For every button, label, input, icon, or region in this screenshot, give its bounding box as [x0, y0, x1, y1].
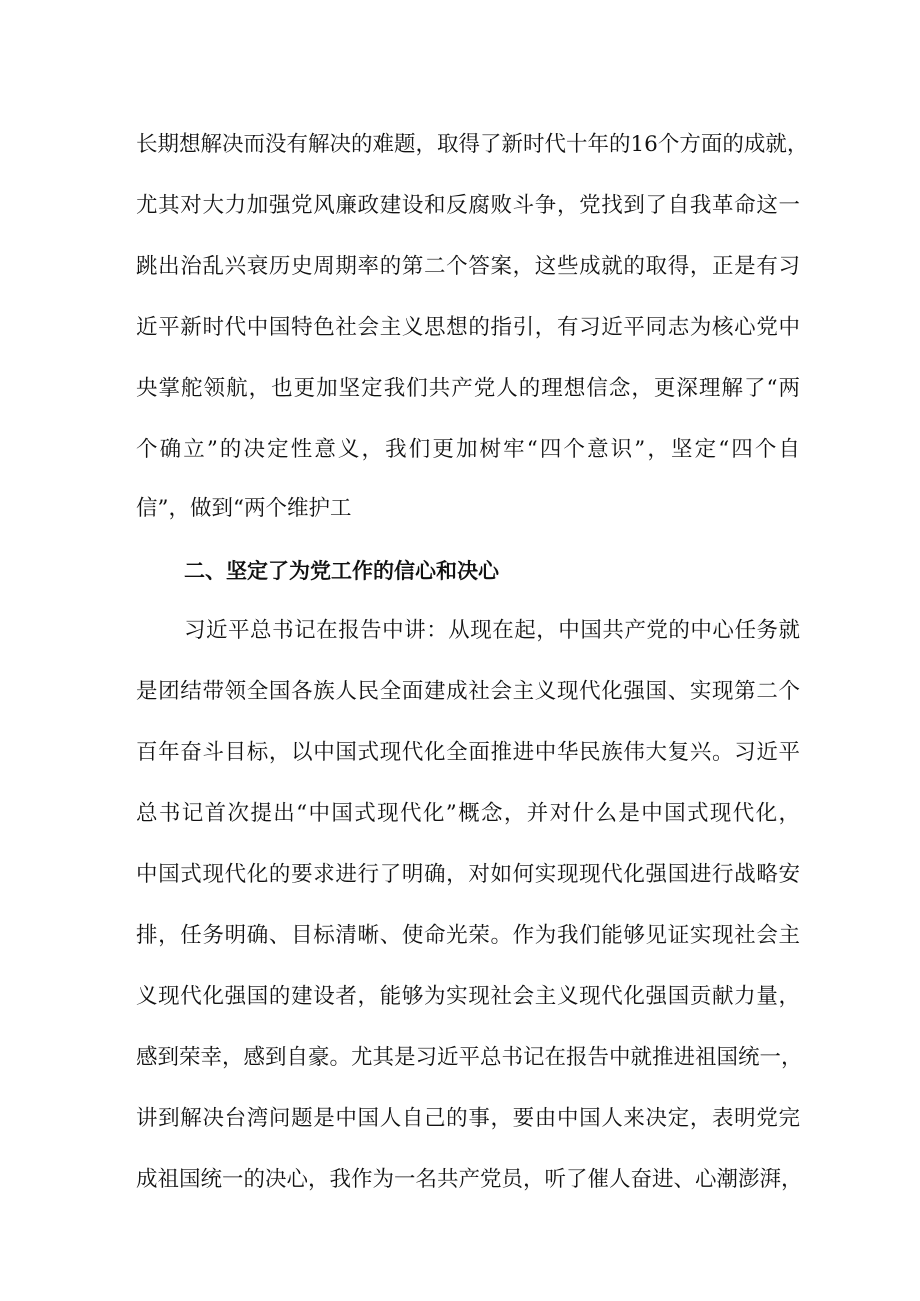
paragraph-1-line-2: 尤其对大力加强党风廉政建设和反腐败斗争，党找到了自我革命这一 — [136, 193, 800, 218]
paragraph-2-line-2: 是团结带领全国各族人民全面建成社会主义现代化强国、实现第二个 — [136, 679, 800, 704]
paragraph-2-line-5: 中国式现代化的要求进行了明确，对如何实现现代化强国进行战略安 — [136, 862, 800, 887]
paragraph-2-line-7: 义现代化强国的建设者，能够为实现社会主义现代化强国贡献力量， — [136, 984, 800, 1009]
paragraph-1-line-6: 个确立”的决定性意义，我们更加树牢“四个意识”，坚定“四个自 — [136, 437, 800, 462]
paragraph-2-line-9: 讲到解决台湾问题是中国人自己的事，要由中国人来决定，表明党完 — [136, 1106, 800, 1131]
paragraph-2-line-8: 感到荣幸，感到自豪。尤其是习近平总书记在报告中就推进祖国统一， — [136, 1045, 803, 1070]
paragraph-1-line-7: 信”，做到“两个维护工 — [136, 496, 352, 521]
paragraph-2-line-6: 排，任务明确、目标清晰、使命光荣。作为我们能够见证实现社会主 — [136, 923, 800, 948]
paragraph-2-line-10: 成祖国统一的决心，我作为一名共产党员，听了催人奋进、心潮澎湃， — [136, 1167, 803, 1192]
paragraph-2-line-4: 总书记首次提出“中国式现代化”概念，并对什么是中国式现代化， — [136, 801, 800, 826]
paragraph-1-line-4: 近平新时代中国特色社会主义思想的指引，有习近平同志为核心党中 — [136, 315, 800, 340]
paragraph-1-line-3: 跳出治乱兴衰历史周期率的第二个答案，这些成就的取得，正是有习 — [136, 254, 800, 279]
paragraph-2-line-3: 百年奋斗目标，以中国式现代化全面推进中华民族伟大复兴。习近平 — [136, 740, 800, 765]
paragraph-1-line-1: 长期想解决而没有解决的难题，取得了新时代十年的16个方面的成就， — [136, 132, 809, 157]
section-heading-2: 二、坚定了为党工作的信心和决心 — [184, 559, 499, 583]
paragraph-1-line-5: 央掌舵领航，也更加坚定我们共产党人的理想信念，更深理解了“两 — [136, 376, 800, 401]
paragraph-2-line-1: 习近平总书记在报告中讲：从现在起，中国共产党的中心任务就 — [184, 618, 800, 643]
